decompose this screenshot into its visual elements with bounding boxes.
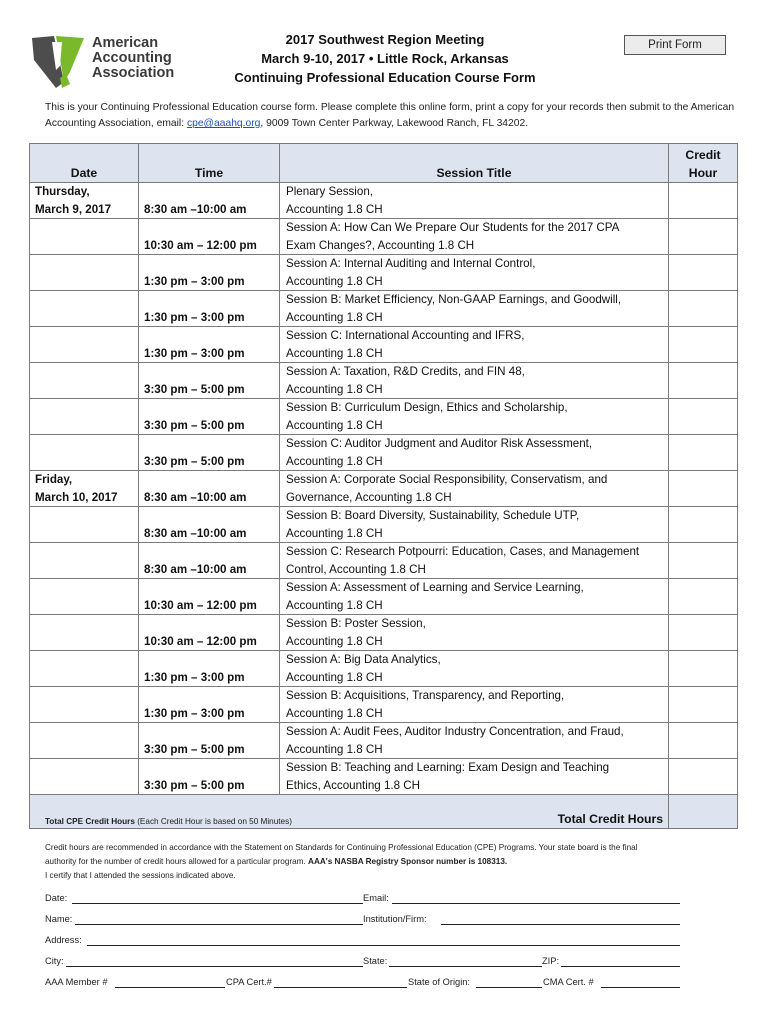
name-field[interactable] bbox=[75, 924, 363, 925]
intro-after-link: , 9009 Town Center Parkway, Lakewood Ranch, FL 34202. bbox=[260, 118, 529, 129]
session-title-cell bbox=[280, 255, 669, 291]
table-row bbox=[30, 219, 738, 255]
session-title-line-2: Governance, Accounting 1.8 CH bbox=[286, 490, 452, 504]
cpa-cert-label: CPA Cert.# bbox=[226, 977, 272, 987]
table-row bbox=[30, 327, 738, 363]
zip-field[interactable] bbox=[561, 966, 680, 967]
header-hour-line: Hour bbox=[688, 165, 718, 180]
header-credit-line: Credit bbox=[685, 148, 721, 162]
session-title-cell bbox=[280, 579, 669, 615]
credit-hour-input[interactable] bbox=[669, 687, 738, 723]
session-title-line: Session B: Curriculum Design, Ethics and Scholarship, bbox=[286, 401, 568, 414]
date-cell bbox=[30, 219, 139, 255]
session-title-line-2: Accounting 1.8 CH bbox=[286, 706, 383, 720]
session-title-line: Session B: Teaching and Learning: Exam Design and Teaching bbox=[286, 761, 610, 774]
session-title-cell bbox=[280, 507, 669, 543]
table-row bbox=[30, 651, 738, 687]
certify-statement: I certify that I attended the sessions indicated above. bbox=[45, 871, 236, 880]
meeting-date-location: March 9-10, 2017 • Little Rock, Arkansas bbox=[261, 51, 509, 66]
time-cell: 8:30 am –10:00 am bbox=[139, 471, 280, 507]
credit-statement bbox=[45, 841, 735, 883]
table-row bbox=[30, 255, 738, 291]
print-form-button[interactable]: Print Form bbox=[624, 35, 726, 55]
session-title-line-2: Accounting 1.8 CH bbox=[286, 310, 383, 324]
session-title-cell bbox=[280, 759, 669, 795]
table-row bbox=[30, 759, 738, 795]
state-label: State: bbox=[363, 956, 388, 966]
session-title-line-2: Accounting 1.8 CH bbox=[286, 418, 383, 432]
form-row-date-email bbox=[45, 893, 685, 914]
date-cell bbox=[30, 327, 139, 363]
session-title-line: Session A: How Can We Prepare Our Students for the 2017 CPA bbox=[286, 221, 620, 234]
date-cell bbox=[30, 723, 139, 759]
date-field[interactable] bbox=[72, 903, 363, 904]
session-title-line: Session A: Internal Auditing and Internal Control, bbox=[286, 257, 536, 270]
table-header-row bbox=[30, 144, 738, 183]
aaa-logo-mark-icon bbox=[30, 32, 88, 90]
time-cell: 3:30 pm – 5:00 pm bbox=[139, 435, 280, 471]
time-cell: 8:30 am –10:00 am bbox=[139, 183, 280, 219]
session-title-cell bbox=[280, 327, 669, 363]
table-row bbox=[30, 615, 738, 651]
date-cell bbox=[30, 363, 139, 399]
date-cell bbox=[30, 183, 139, 219]
table-row bbox=[30, 507, 738, 543]
logo-line: American bbox=[92, 35, 159, 51]
state-field[interactable] bbox=[389, 966, 542, 967]
session-title-cell bbox=[280, 471, 669, 507]
time-cell: 8:30 am –10:00 am bbox=[139, 507, 280, 543]
time-cell: 10:30 am – 12:00 pm bbox=[139, 579, 280, 615]
header-date: Date bbox=[30, 144, 139, 183]
city-label: City: bbox=[45, 956, 64, 966]
time-cell: 3:30 pm – 5:00 pm bbox=[139, 363, 280, 399]
time-cell: 1:30 pm – 3:00 pm bbox=[139, 651, 280, 687]
city-field[interactable] bbox=[66, 966, 363, 967]
session-title-cell bbox=[280, 687, 669, 723]
session-title-line: Session B: Acquisitions, Transparency, and Reporting, bbox=[286, 689, 565, 702]
credit-hour-input[interactable] bbox=[669, 507, 738, 543]
zip-label: ZIP: bbox=[542, 956, 560, 966]
header-session-title: Session Title bbox=[280, 144, 669, 183]
session-title-line: Session B: Poster Session, bbox=[286, 617, 426, 630]
session-title-cell bbox=[280, 291, 669, 327]
credit-hour-input[interactable] bbox=[669, 291, 738, 327]
credit-hour-input[interactable] bbox=[669, 363, 738, 399]
session-title-line-2: Accounting 1.8 CH bbox=[286, 202, 383, 216]
session-title-line-2: Control, Accounting 1.8 CH bbox=[286, 562, 426, 576]
form-title: Continuing Professional Education Course Form bbox=[234, 70, 536, 85]
table-row bbox=[30, 579, 738, 615]
session-title-line-2: Accounting 1.8 CH bbox=[286, 454, 383, 468]
credit-hour-input[interactable] bbox=[669, 543, 738, 579]
session-title-cell bbox=[280, 183, 669, 219]
header-credit-hour bbox=[669, 144, 738, 183]
date-cell bbox=[30, 471, 139, 507]
session-title-line-2: Accounting 1.8 CH bbox=[286, 274, 383, 288]
session-title-line-2: Accounting 1.8 CH bbox=[286, 598, 383, 612]
date-cell bbox=[30, 543, 139, 579]
time-cell: 10:30 am – 12:00 pm bbox=[139, 219, 280, 255]
session-title-line: Session C: Auditor Judgment and Auditor Risk Assessment, bbox=[286, 437, 593, 450]
time-cell: 1:30 pm – 3:00 pm bbox=[139, 255, 280, 291]
meeting-title: 2017 Southwest Region Meeting bbox=[285, 32, 485, 47]
name-label: Name: bbox=[45, 914, 73, 924]
credit-hour-input[interactable] bbox=[669, 615, 738, 651]
state-of-origin-field[interactable] bbox=[476, 987, 542, 988]
address-field[interactable] bbox=[87, 945, 680, 946]
state-of-origin-label: State of Origin: bbox=[408, 977, 471, 987]
date-day: Thursday, bbox=[35, 185, 90, 198]
table-row bbox=[30, 399, 738, 435]
session-title-line: Session B: Market Efficiency, Non-GAAP Earnings, and Goodwill, bbox=[286, 293, 622, 306]
email-field[interactable] bbox=[392, 903, 680, 904]
table-row bbox=[30, 723, 738, 759]
date-label: Date: bbox=[45, 893, 68, 903]
credit-hour-input[interactable] bbox=[669, 183, 738, 219]
attendee-form bbox=[45, 893, 685, 998]
session-title-line: Session C: International Accounting and IFRS, bbox=[286, 329, 525, 342]
time-cell: 3:30 pm – 5:00 pm bbox=[139, 399, 280, 435]
date-cell bbox=[30, 687, 139, 723]
credit-hour-input[interactable] bbox=[669, 255, 738, 291]
session-title-line: Session A: Big Data Analytics, bbox=[286, 653, 441, 666]
session-title-cell bbox=[280, 615, 669, 651]
session-title-cell bbox=[280, 651, 669, 687]
credit-hour-input[interactable] bbox=[669, 651, 738, 687]
header-time: Time bbox=[139, 144, 280, 183]
table-row bbox=[30, 543, 738, 579]
cma-cert-field[interactable] bbox=[601, 987, 680, 988]
date-cell bbox=[30, 435, 139, 471]
date-cell bbox=[30, 507, 139, 543]
session-title-line: Session A: Corporate Social Responsibility, Conservatism, and bbox=[286, 473, 608, 486]
intro-text bbox=[45, 100, 735, 132]
logo-wordmark bbox=[92, 36, 174, 81]
total-credit-hours-input[interactable] bbox=[669, 795, 738, 829]
date-cell bbox=[30, 399, 139, 435]
session-title-cell bbox=[280, 723, 669, 759]
session-title-line-2: Exam Changes?, Accounting 1.8 CH bbox=[286, 238, 475, 252]
session-title-cell bbox=[280, 435, 669, 471]
date-day: Friday, bbox=[35, 473, 73, 486]
total-cpe-label: Total CPE Credit Hours bbox=[45, 817, 135, 826]
time-cell: 3:30 pm – 5:00 pm bbox=[139, 723, 280, 759]
session-title-line-2: Accounting 1.8 CH bbox=[286, 346, 383, 360]
table-row bbox=[30, 435, 738, 471]
statement-line: Credit hours are recommended in accordance with the Statement on Standards for Continuing Professional Education (CPE) Programs. Your state board is the final bbox=[45, 843, 638, 852]
table-row bbox=[30, 363, 738, 399]
session-title-cell bbox=[280, 543, 669, 579]
credit-hour-input[interactable] bbox=[669, 759, 738, 795]
time-cell: 3:30 pm – 5:00 pm bbox=[139, 759, 280, 795]
session-title-cell bbox=[280, 399, 669, 435]
session-title-line: Plenary Session, bbox=[286, 185, 373, 198]
aaa-member-field[interactable] bbox=[115, 987, 225, 988]
statement-plain: authority for the number of credit hours allowed for a particular program. bbox=[45, 857, 309, 866]
session-title-line-2: Accounting 1.8 CH bbox=[286, 382, 383, 396]
total-cpe-note bbox=[45, 815, 292, 829]
email-link[interactable]: cpe@aaahq.org bbox=[186, 118, 261, 129]
total-credit-hours-label: Total Credit Hours bbox=[30, 795, 669, 829]
institution-field[interactable] bbox=[441, 924, 680, 925]
time-cell: 10:30 am – 12:00 pm bbox=[139, 615, 280, 651]
session-title-line-2: Accounting 1.8 CH bbox=[286, 634, 383, 648]
session-title-line-2: Accounting 1.8 CH bbox=[286, 742, 383, 756]
session-title-line: Session C: Research Potpourri: Education, Cases, and Management bbox=[286, 545, 640, 558]
nasba-sponsor-number: AAA's NASBA Registry Sponsor number is 108313. bbox=[308, 857, 508, 866]
time-cell: 1:30 pm – 3:00 pm bbox=[139, 687, 280, 723]
table-row bbox=[30, 183, 738, 219]
date-cell bbox=[30, 579, 139, 615]
cma-cert-label: CMA Cert. # bbox=[543, 977, 594, 987]
form-row-name-institution bbox=[45, 914, 685, 935]
aaa-member-label: AAA Member # bbox=[45, 977, 108, 987]
credit-hour-input[interactable] bbox=[669, 435, 738, 471]
date-cell bbox=[30, 651, 139, 687]
time-cell: 1:30 pm – 3:00 pm bbox=[139, 291, 280, 327]
date-cell bbox=[30, 615, 139, 651]
table-row bbox=[30, 471, 738, 507]
credit-hour-input[interactable] bbox=[669, 471, 738, 507]
statement-line-2 bbox=[45, 855, 735, 869]
total-cpe-detail: (Each Credit Hour is based on 50 Minutes) bbox=[134, 817, 292, 826]
date-cell bbox=[30, 291, 139, 327]
credit-hour-input[interactable] bbox=[669, 219, 738, 255]
credit-hour-input[interactable] bbox=[669, 723, 738, 759]
credit-hour-input[interactable] bbox=[669, 327, 738, 363]
date-cell bbox=[30, 759, 139, 795]
cpa-cert-field[interactable] bbox=[274, 987, 407, 988]
form-row-address bbox=[45, 935, 685, 956]
date-cell bbox=[30, 255, 139, 291]
credit-hour-input[interactable] bbox=[669, 399, 738, 435]
table-row bbox=[30, 687, 738, 723]
email-label: Email: bbox=[363, 893, 389, 903]
address-label: Address: bbox=[45, 935, 82, 945]
table-row bbox=[30, 291, 738, 327]
session-title-line-2: Accounting 1.8 CH bbox=[286, 670, 383, 684]
session-title-line: Session A: Audit Fees, Auditor Industry Concentration, and Fraud, bbox=[286, 725, 624, 738]
form-row-city-state-zip bbox=[45, 956, 685, 977]
date-value: March 9, 2017 bbox=[35, 202, 112, 216]
institution-label: Institution/Firm: bbox=[363, 914, 427, 924]
session-title-line-2: Ethics, Accounting 1.8 CH bbox=[286, 778, 421, 792]
session-title-line-2: Accounting 1.8 CH bbox=[286, 526, 383, 540]
course-table bbox=[29, 143, 738, 829]
time-cell: 1:30 pm – 3:00 pm bbox=[139, 327, 280, 363]
session-title-line: Session A: Taxation, R&D Credits, and FIN 48, bbox=[286, 365, 525, 378]
session-title-cell bbox=[280, 363, 669, 399]
intro-before-link: This is your Continuing Professional Education course form. Please complete this online form, print a copy for your records then submit to the American Accounting Association, email: bbox=[45, 102, 735, 129]
logo-line: Accounting bbox=[92, 50, 172, 66]
page-title bbox=[205, 30, 565, 87]
time-cell: 8:30 am –10:00 am bbox=[139, 543, 280, 579]
date-value: March 10, 2017 bbox=[35, 490, 118, 504]
form-row-certifications bbox=[45, 977, 685, 998]
aaa-logo bbox=[30, 32, 190, 92]
session-title-cell bbox=[280, 219, 669, 255]
credit-hour-input[interactable] bbox=[669, 579, 738, 615]
session-title-line: Session B: Board Diversity, Sustainability, Schedule UTP, bbox=[286, 509, 580, 522]
session-title-line: Session A: Assessment of Learning and Service Learning, bbox=[286, 581, 584, 594]
logo-line: Association bbox=[92, 65, 175, 81]
